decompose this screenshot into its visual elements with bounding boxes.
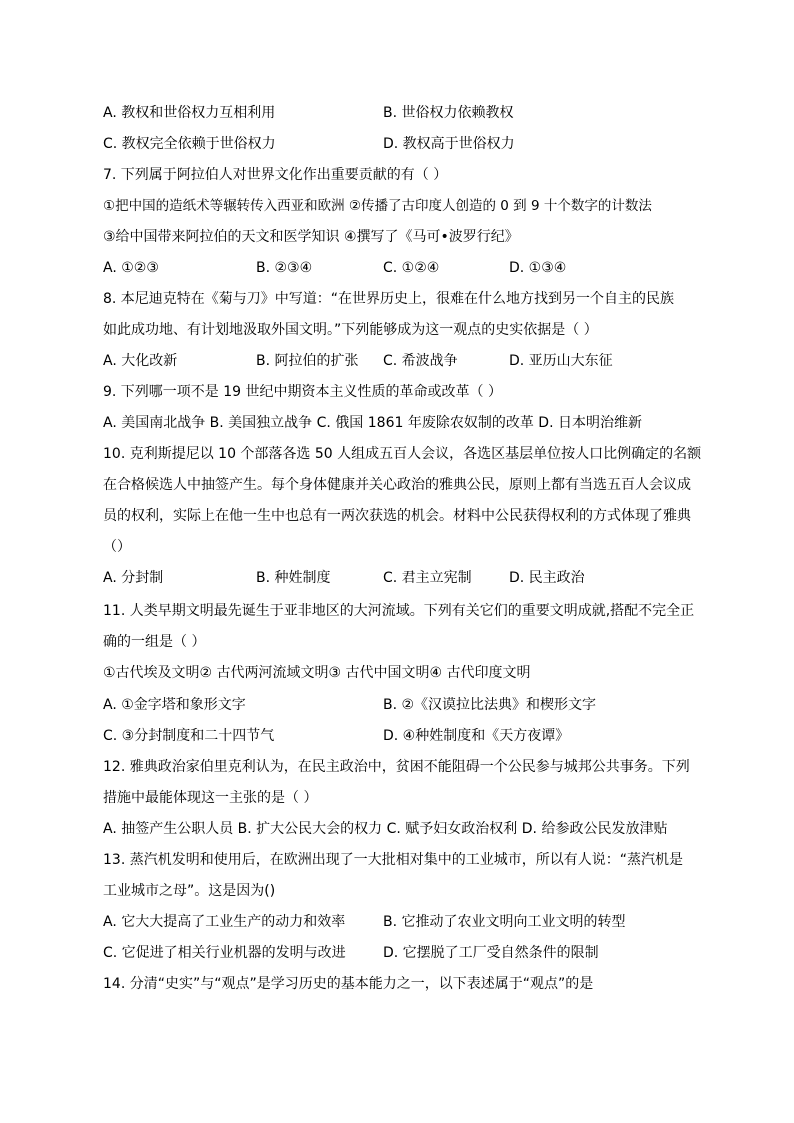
- q10-stem-line-4: （）: [103, 539, 131, 555]
- q9-options: A. 美国南北战争 B. 美国独立战争 C. 俄国 1861 年废除农奴制的改革 D. 日本明治维新: [103, 415, 642, 431]
- q11-items: ①古代埃及文明② 古代两河流域文明③ 古代中国文明④ 古代印度文明: [103, 665, 531, 681]
- q13-option-c: C. 它促进了相关行业机器的发明与改进: [103, 945, 346, 961]
- q11-option-a: A. ①金字塔和象形文字: [103, 697, 246, 713]
- q6-option-b: B. 世俗权力依赖教权: [383, 105, 514, 121]
- q12-options: A. 抽签产生公职人员 B. 扩大公民大会的权力 C. 赋予妇女政治权利 D. 给参政公民发放津贴: [103, 821, 668, 837]
- q7-stem: 7. 下列属于阿拉伯人对世界文化作出重要贡献的有（ ）: [103, 167, 448, 183]
- q10-stem-line-2: 在合格候选人中抽签产生。每个身体健康并关心政治的雅典公民，原则上都有当选五百人会议成: [103, 477, 691, 493]
- q8-stem-line-1: 8. 本尼迪克特在《菊与刀》中写道：“在世界历史上，很难在什么地方找到另一个自主的民族: [103, 291, 675, 307]
- q11-option-d: D. ④种姓制度和《天方夜谭》: [383, 728, 570, 744]
- q8-option-b: B. 阿拉伯的扩张: [256, 353, 359, 369]
- q6-option-d: D. 教权高于世俗权力: [383, 136, 515, 152]
- q13-stem-line-2: 工业城市之母”。这是因为(): [103, 883, 276, 899]
- q7-item-line-1: ①把中国的造纸术等辗转传入西亚和欧洲 ②传播了古印度人创造的 0 到 9 十个数字的计数法: [103, 198, 652, 214]
- q7-item-line-2: ③给中国带来阿拉伯的天文和医学知识 ④撰写了《马可•波罗行纪》: [103, 229, 519, 245]
- q11-option-b: B. ②《汉谟拉比法典》和楔形文字: [383, 697, 597, 713]
- q10-stem-line-1: 10. 克利斯提尼以 10 个部落各选 50 人组成五百人会议，各选区基层单位按人口比例确定的名额: [103, 446, 702, 462]
- q11-option-c: C. ③分封制度和二十四节气: [103, 728, 275, 744]
- q12-stem-line-2: 措施中最能体现这一主张的是（ ）: [103, 790, 318, 806]
- q12-stem-line-1: 12. 雅典政治家伯里克利认为，在民主政治中，贫困不能阻碍一个公民参与城邦公共事务。下列: [103, 759, 690, 775]
- q7-option-a: A. ①②③: [103, 260, 159, 276]
- q11-stem-line-1: 11. 人类早期文明最先诞生于亚非地区的大河流域。下列有关它们的重要文明成就,搭配不完全正: [103, 603, 695, 619]
- q10-option-a: A. 分封制: [103, 570, 164, 586]
- q13-option-a: A. 它大大提高了工业生产的动力和效率: [103, 914, 346, 930]
- q8-option-d: D. 亚历山大东征: [509, 353, 613, 369]
- q13-option-b: B. 它推动了农业文明向工业文明的转型: [383, 914, 626, 930]
- q13-stem-line-1: 13. 蒸汽机发明和使用后，在欧洲出现了一大批相对集中的工业城市，所以有人说：“蒸汽机是: [103, 852, 683, 868]
- q8-option-a: A. 大化改新: [103, 353, 178, 369]
- q14-stem: 14. 分清“史实”与“观点”是学习历史的基本能力之一，以下表述属于“观点”的是: [103, 976, 594, 992]
- q6-option-a: A. 教权和世俗权力互相利用: [103, 105, 276, 121]
- q8-stem-line-2: 如此成功地、有计划地汲取外国文明。”下列能够成为这一观点的史实依据是（ ）: [103, 322, 598, 338]
- q11-stem-line-2: 确的一组是（ ）: [103, 634, 206, 650]
- q7-option-d: D. ①③④: [509, 260, 567, 276]
- q10-stem-line-3: 员的权利，实际上在他一生中也总有一两次获选的机会。材料中公民获得权利的方式体现了雅典: [103, 508, 691, 524]
- q10-option-b: B. 种姓制度: [256, 570, 331, 586]
- q10-option-d: D. 民主政治: [509, 570, 585, 586]
- q8-option-c: C. 希波战争: [383, 353, 458, 369]
- q10-option-c: C. 君主立宪制: [383, 570, 472, 586]
- q7-option-b: B. ②③④: [256, 260, 313, 276]
- q6-option-c: C. 教权完全依赖于世俗权力: [103, 136, 276, 152]
- q13-option-d: D. 它摆脱了工厂受自然条件的限制: [383, 945, 599, 961]
- q7-option-c: C. ①②④: [383, 260, 440, 276]
- q9-stem: 9. 下列哪一项不是 19 世纪中期资本主义性质的革命或改革（ ）: [103, 384, 502, 400]
